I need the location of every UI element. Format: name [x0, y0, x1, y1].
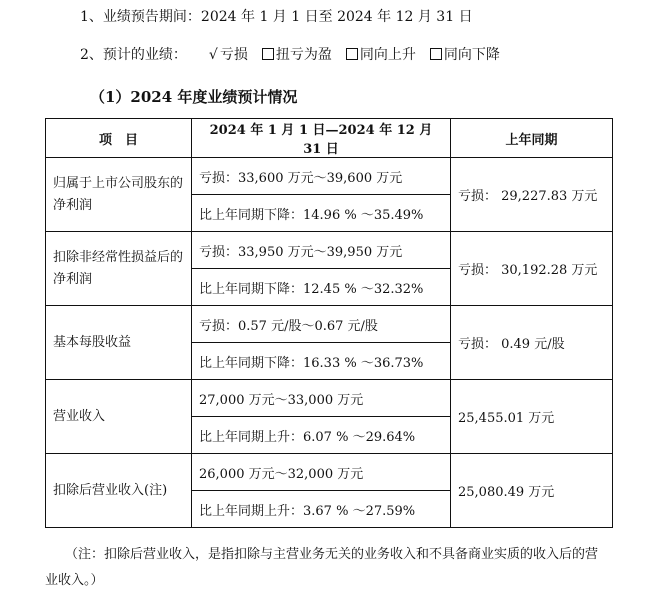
forecast-period-value: 2024 年 1 月 1 日至 2024 年 12 月 31 日 [200, 9, 473, 25]
checkbox-empty-icon [346, 48, 358, 60]
row-item: 归属于上市公司股东的净利润 [46, 158, 192, 232]
option-label: 同向下降 [443, 47, 500, 63]
option-label: 同向上升 [359, 47, 416, 63]
header-prior-year: 上年同期 [451, 119, 613, 158]
table-row [46, 158, 613, 195]
row-prior: 亏损： 29,227.83 万元 [451, 158, 613, 232]
row-prior: 25,455.01 万元 [451, 380, 613, 454]
row-change: 比上年同期下降：12.45 % ～32.32% [192, 269, 451, 306]
checkbox-empty-icon [430, 48, 442, 60]
table-row [46, 380, 613, 417]
header-forecast-period: 2024 年 1 月 1 日—2024 年 12 月 31 日 [192, 119, 451, 158]
option-decrease [430, 44, 500, 64]
option-label: 亏损 [219, 47, 248, 63]
row-forecast: 亏损：33,950 万元～39,950 万元 [192, 232, 451, 269]
forecast-type-line [80, 44, 500, 64]
table-row [46, 454, 613, 491]
row-prior: 亏损： 30,192.28 万元 [451, 232, 613, 306]
table-row [46, 306, 613, 343]
checkbox-empty-icon [262, 48, 274, 60]
option-label: 扭亏为盈 [275, 47, 332, 63]
forecast-period-label: 1、业绩预告期间： [80, 9, 201, 25]
row-forecast: 26,000 万元～32,000 万元 [192, 454, 451, 491]
forecast-type-label: 2、预计的业绩： [80, 47, 187, 63]
option-increase [346, 44, 416, 64]
forecast-period-line [80, 6, 473, 26]
row-change: 比上年同期上升：6.07 % ～29.64% [192, 417, 451, 454]
row-item: 扣除后营业收入(注) [46, 454, 192, 528]
section-title: （1）2024 年度业绩预计情况 [90, 88, 298, 106]
header-item: 项 目 [46, 119, 192, 158]
row-prior: 亏损： 0.49 元/股 [451, 306, 613, 380]
row-forecast: 亏损：33,600 万元～39,600 万元 [192, 158, 451, 195]
option-turnaround [262, 44, 332, 64]
checkmark-icon: √ [208, 47, 218, 63]
row-item: 基本每股收益 [46, 306, 192, 380]
row-item: 扣除非经常性损益后的净利润 [46, 232, 192, 306]
forecast-table [45, 118, 613, 528]
row-change: 比上年同期上升：3.67 % ～27.59% [192, 491, 451, 528]
footnote: （注：扣除后营业收入，是指扣除与主营业务无关的业务收入和不具备商业实质的收入后的营业收入。） [45, 547, 599, 588]
table-row [46, 232, 613, 269]
row-prior: 25,080.49 万元 [451, 454, 613, 528]
row-forecast: 27,000 万元～33,000 万元 [192, 380, 451, 417]
row-change: 比上年同期下降：14.96 % ～35.49% [192, 195, 451, 232]
row-item: 营业收入 [46, 380, 192, 454]
option-loss [209, 44, 248, 64]
row-forecast: 亏损：0.57 元/股～0.67 元/股 [192, 306, 451, 343]
row-change: 比上年同期下降：16.33 % ～36.73% [192, 343, 451, 380]
forecast-type-options [187, 47, 500, 63]
table-header-row [46, 119, 613, 158]
